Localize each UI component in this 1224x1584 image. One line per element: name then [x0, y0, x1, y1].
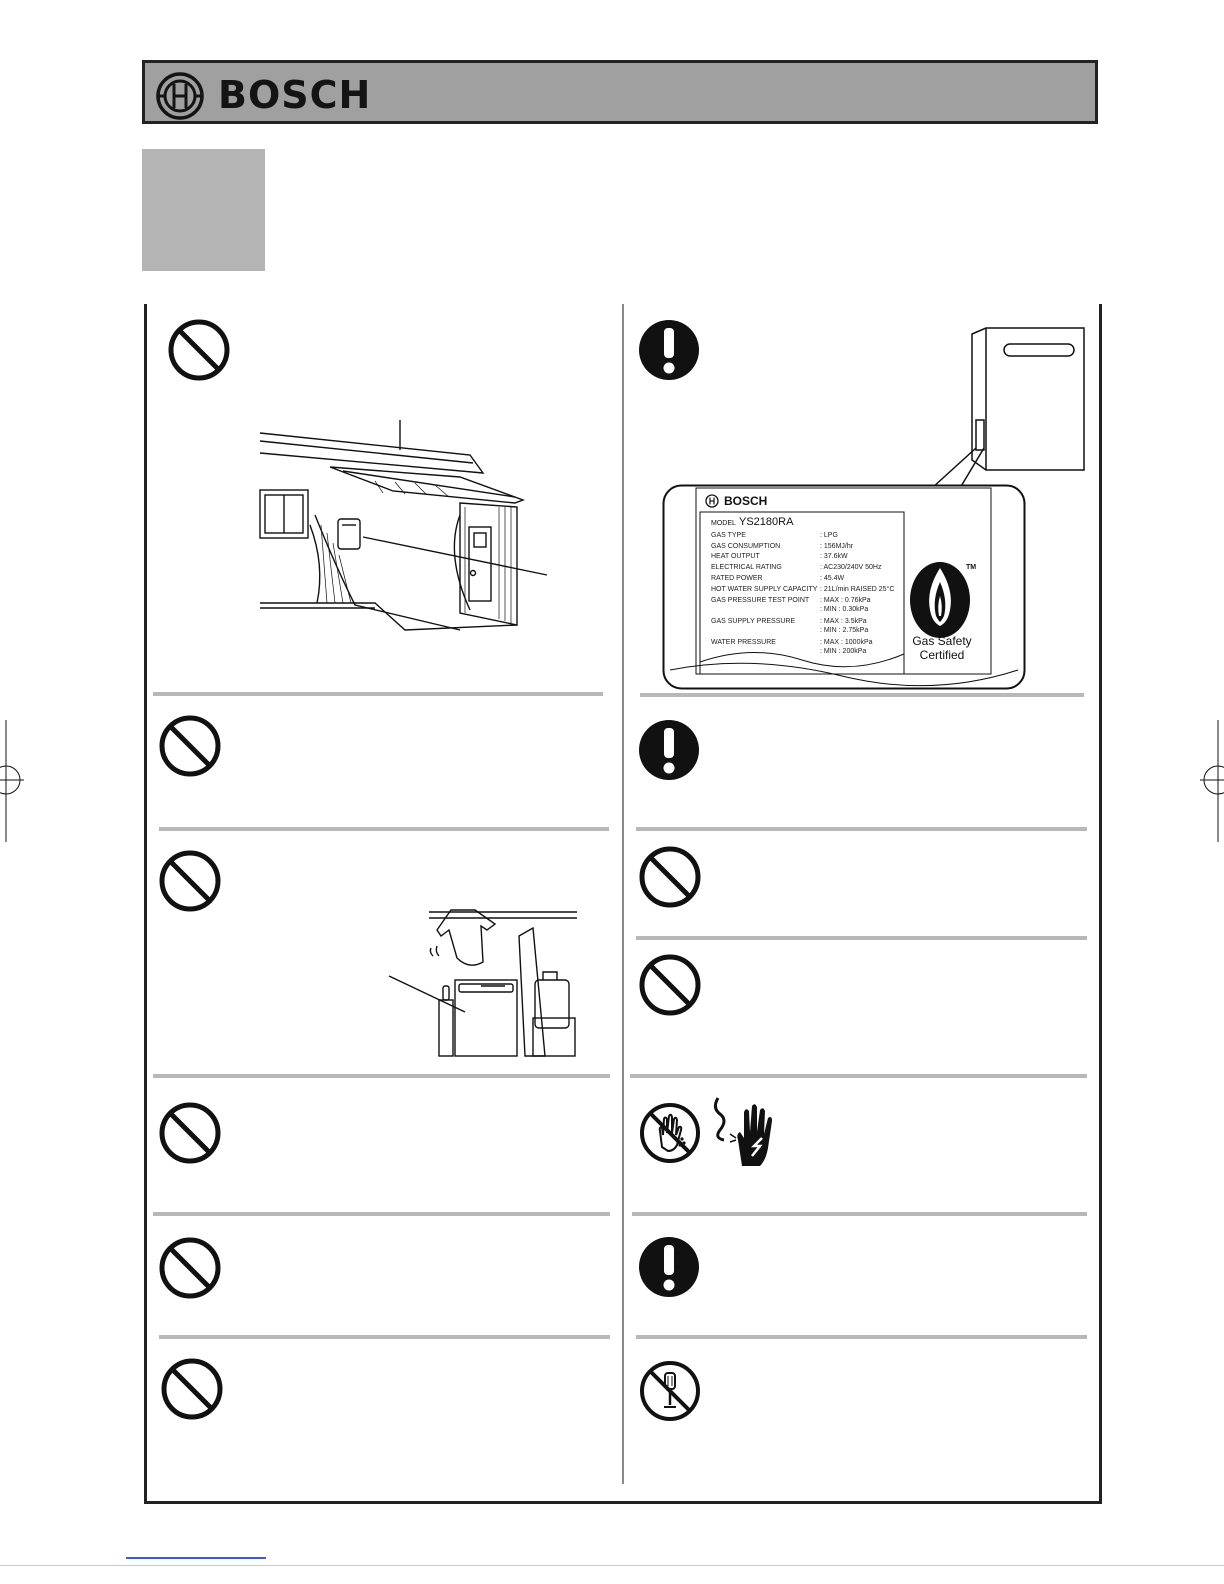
trim-mark — [126, 1557, 266, 1559]
bosch-armature-logo-icon — [152, 70, 212, 122]
plate-row-value: : 156MJ/hr — [820, 543, 854, 550]
separator — [153, 1212, 610, 1216]
trim-line — [0, 1565, 1224, 1566]
prohibition-icon — [158, 1101, 222, 1165]
mandatory-exclamation-icon — [637, 318, 701, 382]
plate-row-value: : 21L/min RAISED 25°C — [820, 586, 895, 593]
column-divider — [622, 304, 624, 1484]
cert-line-1: Gas Safety — [912, 634, 972, 648]
separator — [159, 1335, 610, 1339]
cert-trademark: TM — [966, 564, 977, 571]
plate-row-value: : MAX : 1000kPa — [820, 639, 873, 646]
plate-row-label: GAS TYPE — [711, 532, 746, 539]
crop-registration-mark — [1200, 720, 1224, 842]
bosch-armature-logo-icon — [704, 494, 720, 508]
plate-row-label: GAS CONSUMPTION — [711, 543, 781, 550]
plate-row-value: : AC230/240V 50Hz — [820, 564, 882, 571]
mandatory-exclamation-icon — [637, 1235, 701, 1299]
separator — [640, 693, 1084, 697]
mandatory-exclamation-icon — [637, 718, 701, 782]
crop-registration-mark — [0, 720, 24, 842]
plate-row-label: HEAT OUTPUT — [711, 553, 760, 560]
plate-row-label: WATER PRESSURE — [711, 639, 776, 646]
water-heater-unit-illustration — [930, 320, 1090, 490]
plate-model-prefix: MODEL — [711, 520, 736, 527]
prohibition-icon — [167, 318, 231, 382]
plate-model: YS2180RA — [739, 516, 794, 528]
brand-wordmark: BOSCH — [218, 73, 372, 117]
cert-line-2: Certified — [919, 648, 965, 662]
prohibition-icon — [158, 849, 222, 913]
plate-row-value: : MIN : 0.30kPa — [820, 606, 869, 613]
plate-row-value: : MAX : 0.76kPa — [820, 597, 871, 604]
separator — [632, 1212, 1087, 1216]
separator — [153, 1074, 610, 1078]
gas-safety-flame-icon — [908, 560, 972, 642]
plate-row-value: : MIN : 2.75kPa — [820, 627, 869, 634]
plate-row-value: : LPG — [820, 532, 838, 539]
plate-row-label: HOT WATER SUPPLY CAPACITY — [711, 586, 818, 593]
plate-row-label: RATED POWER — [711, 575, 763, 582]
separator — [630, 1074, 1087, 1078]
plate-brand: BOSCH — [724, 494, 768, 508]
prohibition-icon — [638, 845, 702, 909]
combustibles-near-heater-illustration — [385, 900, 585, 1060]
no-disassembly-icon — [638, 1359, 702, 1423]
separator — [159, 827, 609, 831]
electric-shock-hand-icon — [710, 1094, 780, 1170]
prohibition-icon — [158, 714, 222, 778]
no-wet-hands-icon — [638, 1101, 702, 1165]
section-marker-box — [142, 149, 265, 271]
prohibition-icon — [158, 1236, 222, 1300]
plate-row-value: : MAX : 3.5kPa — [820, 618, 867, 625]
prohibition-icon — [160, 1357, 224, 1421]
plate-row-value: : 37.6kW — [820, 553, 848, 560]
plate-row-value: : 45.4W — [820, 575, 845, 582]
prohibition-icon — [638, 953, 702, 1017]
plate-row-label: ELECTRICAL RATING — [711, 564, 782, 571]
separator — [636, 936, 1087, 940]
plate-row-label: GAS PRESSURE TEST POINT — [711, 597, 810, 604]
plate-row-value: : MIN : 200kPa — [820, 648, 867, 655]
plate-row-label: GAS SUPPLY PRESSURE — [711, 618, 796, 625]
separator — [153, 692, 603, 696]
house-installation-illustration — [255, 415, 555, 640]
separator — [636, 1335, 1087, 1339]
separator — [636, 827, 1087, 831]
